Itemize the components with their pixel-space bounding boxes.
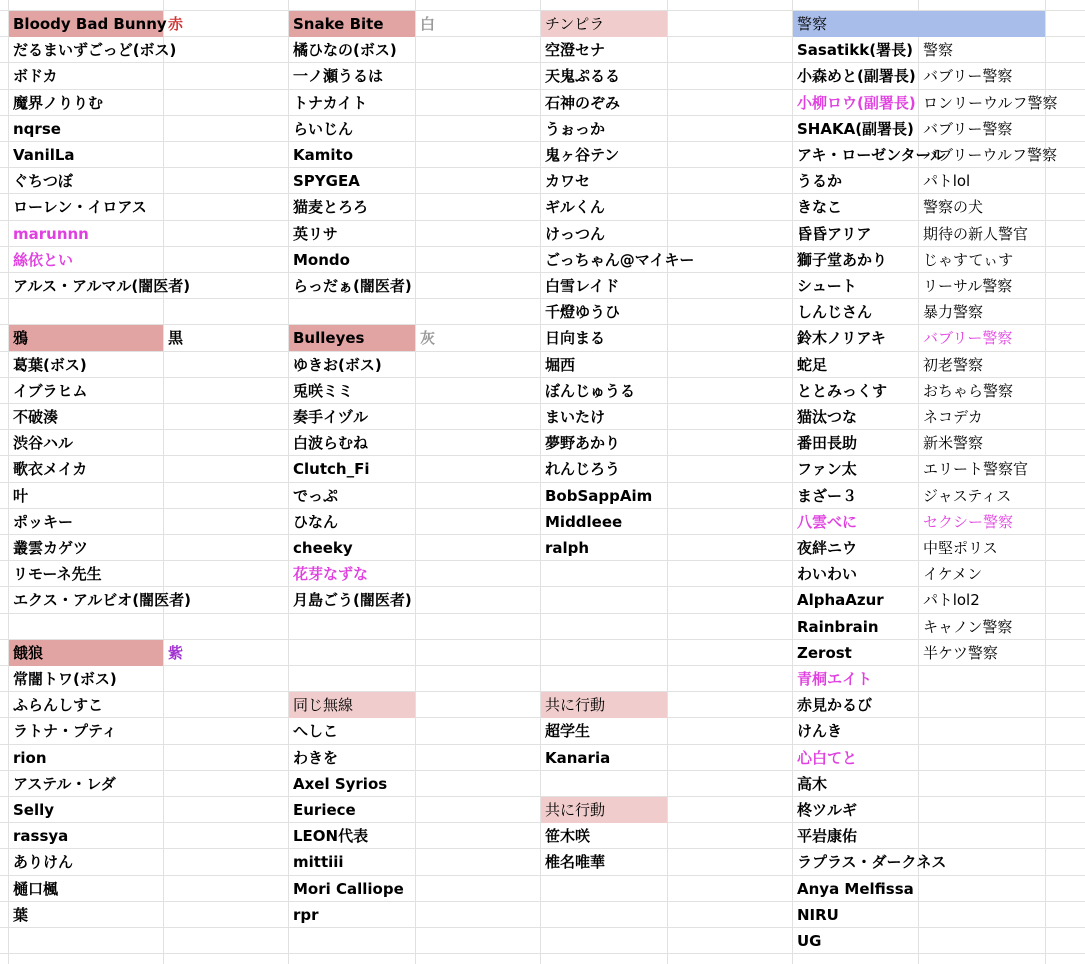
member-cell[interactable]: 花芽なずな bbox=[293, 565, 369, 583]
police-member-cell[interactable]: 小柳ロウ(副署長) bbox=[797, 94, 916, 112]
group-header[interactable]: 共に行動 bbox=[541, 797, 667, 823]
police-member-cell[interactable]: 夜絆ニウ bbox=[797, 539, 858, 557]
police-member-cell[interactable]: 柊ツルギ bbox=[797, 801, 858, 819]
member-cell[interactable]: うぉっか bbox=[545, 120, 606, 138]
gang-header[interactable]: 鴉 bbox=[9, 325, 163, 351]
member-cell[interactable]: Axel Syrios bbox=[293, 775, 388, 793]
member-cell[interactable]: 空澄セナ bbox=[545, 41, 606, 59]
police-member-cell[interactable]: 平岩康佑 bbox=[797, 827, 858, 845]
member-cell[interactable]: ポッキー bbox=[13, 513, 74, 531]
member-cell[interactable]: ぼんじゅうる bbox=[545, 382, 636, 400]
member-cell[interactable]: 椎名唯華 bbox=[545, 853, 606, 871]
member-cell[interactable]: 歌衣メイカ bbox=[13, 460, 88, 478]
member-cell[interactable]: へしこ bbox=[293, 722, 339, 740]
member-cell[interactable]: 白波らむね bbox=[293, 434, 369, 452]
gang-header[interactable]: 餓狼 bbox=[9, 640, 163, 666]
member-cell[interactable]: marunnn bbox=[13, 225, 89, 243]
member-cell[interactable]: LEON代表 bbox=[293, 827, 369, 845]
police-member-cell[interactable]: アキ・ローゼンタール bbox=[797, 146, 946, 164]
member-cell[interactable]: 日向まる bbox=[545, 329, 606, 347]
police-member-cell[interactable]: 獅子堂あかり bbox=[797, 251, 888, 269]
member-cell[interactable]: ふらんしすこ bbox=[13, 696, 104, 714]
member-cell[interactable]: 超学生 bbox=[545, 722, 591, 740]
member-cell[interactable]: VanilLa bbox=[13, 146, 75, 164]
police-role-cell[interactable]: 半ケツ警察 bbox=[923, 644, 998, 662]
police-member-cell[interactable]: NIRU bbox=[797, 906, 839, 924]
gang-header[interactable]: Bloody Bad Bunny bbox=[9, 11, 163, 37]
member-cell[interactable]: ラトナ・プティ bbox=[13, 722, 117, 740]
police-role-cell[interactable]: イケメン bbox=[923, 565, 983, 583]
police-member-cell[interactable]: けんき bbox=[797, 722, 843, 740]
member-cell[interactable]: Middleee bbox=[545, 513, 623, 531]
member-cell[interactable]: Mori Calliope bbox=[293, 880, 404, 898]
member-cell[interactable]: トナカイト bbox=[293, 94, 368, 112]
police-role-cell[interactable]: セクシー警察 bbox=[923, 513, 1014, 531]
police-role-cell[interactable]: 新米警察 bbox=[923, 434, 984, 452]
police-member-cell[interactable]: ファン太 bbox=[797, 460, 857, 478]
gang-color-label[interactable]: 赤 bbox=[168, 15, 184, 33]
police-member-cell[interactable]: ととみっくす bbox=[797, 382, 888, 400]
member-cell[interactable]: れんじろう bbox=[545, 460, 621, 478]
member-cell[interactable]: Clutch_Fi bbox=[293, 460, 370, 478]
member-cell[interactable]: ボドカ bbox=[13, 67, 58, 85]
police-member-cell[interactable]: AlphaAzur bbox=[797, 591, 884, 609]
gang-header[interactable]: Bulleyes bbox=[289, 325, 415, 351]
member-cell[interactable]: リモーネ先生 bbox=[13, 565, 102, 583]
police-role-cell[interactable]: パトlol2 bbox=[923, 591, 980, 609]
police-role-cell[interactable]: おちゃら警察 bbox=[923, 382, 1014, 400]
member-cell[interactable]: 奏手イヅル bbox=[293, 408, 369, 426]
member-cell[interactable]: エクス・アルビオ(闇医者) bbox=[13, 591, 191, 609]
police-role-cell[interactable]: ジャスティス bbox=[923, 487, 1012, 505]
police-role-cell[interactable]: バブリー警察 bbox=[923, 67, 1013, 85]
member-cell[interactable]: 橘ひなの(ボス) bbox=[293, 41, 397, 59]
police-member-cell[interactable]: まざー３ bbox=[797, 487, 858, 505]
member-cell[interactable]: 猫麦とろろ bbox=[293, 198, 369, 216]
police-role-cell[interactable]: 警察の犬 bbox=[923, 198, 984, 216]
member-cell[interactable]: Kamito bbox=[293, 146, 353, 164]
police-member-cell[interactable]: 心白てと bbox=[797, 749, 858, 767]
police-role-cell[interactable]: じゃすてぃす bbox=[923, 251, 1014, 269]
member-cell[interactable]: rpr bbox=[293, 906, 319, 924]
police-role-cell[interactable]: バブリーウルフ警察 bbox=[923, 146, 1057, 164]
police-member-cell[interactable]: 猫汰つな bbox=[797, 408, 858, 426]
member-cell[interactable]: 一ノ瀬うるは bbox=[293, 67, 384, 85]
member-cell[interactable]: rion bbox=[13, 749, 47, 767]
member-cell[interactable]: mittiii bbox=[293, 853, 344, 871]
member-cell[interactable]: 常闇トワ(ボス) bbox=[13, 670, 117, 688]
member-cell[interactable]: 葛葉(ボス) bbox=[13, 356, 87, 374]
member-cell[interactable]: だるまいずごっど(ボス) bbox=[13, 41, 177, 59]
member-cell[interactable]: 不破湊 bbox=[13, 408, 59, 426]
police-role-cell[interactable]: キャノン警察 bbox=[923, 618, 1013, 636]
police-member-cell[interactable]: Anya Melfissa bbox=[797, 880, 914, 898]
police-member-cell[interactable]: Zerost bbox=[797, 644, 852, 662]
member-cell[interactable]: 白雪レイド bbox=[545, 277, 620, 295]
member-cell[interactable]: SPYGEA bbox=[293, 172, 360, 190]
police-role-cell[interactable]: バブリー警察 bbox=[923, 329, 1013, 347]
gang-color-label[interactable]: 灰 bbox=[420, 329, 436, 347]
member-cell[interactable]: カワセ bbox=[545, 172, 591, 190]
police-role-cell[interactable]: 警察 bbox=[923, 41, 954, 59]
gang-color-label[interactable]: 白 bbox=[420, 15, 436, 33]
police-member-cell[interactable]: しんじさん bbox=[797, 303, 873, 321]
member-cell[interactable]: アルス・アルマル(闇医者) bbox=[13, 277, 191, 295]
member-cell[interactable]: 絲依とい bbox=[13, 251, 74, 269]
police-member-cell[interactable]: 高木 bbox=[797, 775, 828, 793]
police-role-cell[interactable]: エリート警察官 bbox=[923, 460, 1029, 478]
member-cell[interactable]: ぐちつぼ bbox=[13, 172, 73, 190]
police-role-cell[interactable]: ネコデカ bbox=[923, 408, 983, 426]
member-cell[interactable]: まいたけ bbox=[545, 408, 606, 426]
police-member-cell[interactable]: SHAKA(副署長) bbox=[797, 120, 914, 138]
member-cell[interactable]: 樋口楓 bbox=[13, 880, 59, 898]
police-role-cell[interactable]: 期待の新人警官 bbox=[923, 225, 1029, 243]
police-role-cell[interactable]: パトlol bbox=[923, 172, 971, 190]
member-cell[interactable]: 魔界ノりりむ bbox=[13, 94, 104, 112]
member-cell[interactable]: ゆきお(ボス) bbox=[293, 356, 382, 374]
member-cell[interactable]: nqrse bbox=[13, 120, 61, 138]
member-cell[interactable]: BobSappAim bbox=[545, 487, 653, 505]
police-member-cell[interactable]: 番田長助 bbox=[797, 434, 858, 452]
member-cell[interactable]: アステル・レダ bbox=[13, 775, 116, 793]
police-role-cell[interactable]: リーサル警察 bbox=[923, 277, 1013, 295]
police-member-cell[interactable]: 蛇足 bbox=[797, 356, 828, 374]
member-cell[interactable]: らっだぁ(闇医者) bbox=[293, 277, 412, 295]
member-cell[interactable]: けっつん bbox=[545, 225, 606, 243]
member-cell[interactable]: Euriece bbox=[293, 801, 356, 819]
member-cell[interactable]: 月島ごう(闇医者) bbox=[293, 591, 412, 609]
police-member-cell[interactable]: Rainbrain bbox=[797, 618, 879, 636]
member-cell[interactable]: ralph bbox=[545, 539, 590, 557]
member-cell[interactable]: Selly bbox=[13, 801, 55, 819]
member-cell[interactable]: 鬼ヶ谷テン bbox=[545, 146, 620, 164]
member-cell[interactable]: 兎咲ミミ bbox=[293, 382, 354, 400]
member-cell[interactable]: 叶 bbox=[13, 487, 29, 505]
member-cell[interactable]: 千燈ゆうひ bbox=[545, 303, 621, 321]
member-cell[interactable]: ひなん bbox=[293, 513, 339, 531]
member-cell[interactable]: らいじん bbox=[293, 120, 354, 138]
member-cell[interactable]: 天鬼ぷるる bbox=[545, 67, 621, 85]
member-cell[interactable]: 夢野あかり bbox=[545, 434, 621, 452]
police-role-cell[interactable]: 初老警察 bbox=[923, 356, 984, 374]
member-cell[interactable]: ローレン・イロアス bbox=[13, 198, 147, 216]
police-member-cell[interactable]: 青桐エイト bbox=[797, 670, 873, 688]
group-header[interactable]: 同じ無線 bbox=[289, 692, 415, 718]
member-cell[interactable]: わきを bbox=[293, 749, 339, 767]
member-cell[interactable]: 叢雲カゲツ bbox=[13, 539, 88, 557]
police-role-cell[interactable]: バブリー警察 bbox=[923, 120, 1013, 138]
police-member-cell[interactable]: わいわい bbox=[797, 565, 858, 583]
member-cell[interactable]: ごっちゃん@マイキー bbox=[545, 251, 695, 269]
member-cell[interactable]: ギルくん bbox=[545, 198, 605, 216]
police-member-cell[interactable]: 小森めと(副署長) bbox=[797, 67, 916, 85]
gang-color-label[interactable]: 紫 bbox=[168, 644, 184, 662]
member-cell[interactable]: ありけん bbox=[13, 853, 74, 871]
police-member-cell[interactable]: うるか bbox=[797, 172, 843, 190]
police-role-cell[interactable]: 中堅ポリス bbox=[923, 539, 998, 557]
member-cell[interactable]: 笹木咲 bbox=[545, 827, 591, 845]
police-member-cell[interactable]: ラプラス・ダークネス bbox=[797, 853, 947, 871]
member-cell[interactable]: Kanaria bbox=[545, 749, 611, 767]
member-cell[interactable]: でっぷ bbox=[293, 487, 339, 505]
police-member-cell[interactable]: 鈴木ノリアキ bbox=[797, 329, 886, 347]
member-cell[interactable]: 渋谷ハル bbox=[13, 434, 74, 452]
member-cell[interactable]: Mondo bbox=[293, 251, 350, 269]
police-header[interactable]: 警察 bbox=[793, 11, 1045, 37]
police-member-cell[interactable]: 昏昏アリア bbox=[797, 225, 872, 243]
police-role-cell[interactable]: 暴力警察 bbox=[923, 303, 984, 321]
member-cell[interactable]: 英リサ bbox=[293, 225, 338, 243]
police-member-cell[interactable]: シュート bbox=[797, 277, 857, 295]
police-member-cell[interactable]: きなこ bbox=[797, 198, 843, 216]
member-cell[interactable]: 葉 bbox=[13, 906, 29, 924]
police-member-cell[interactable]: 赤見かるび bbox=[797, 696, 873, 714]
group-header[interactable]: チンピラ bbox=[541, 11, 667, 37]
gang-header[interactable]: Snake Bite bbox=[289, 11, 415, 37]
police-member-cell[interactable]: UG bbox=[797, 932, 822, 950]
police-role-cell[interactable]: ロンリーウルフ警察 bbox=[923, 94, 1058, 112]
member-cell[interactable]: 石神のぞみ bbox=[545, 94, 621, 112]
member-cell[interactable]: 堀西 bbox=[545, 356, 576, 374]
gang-color-label[interactable]: 黒 bbox=[168, 329, 184, 347]
member-cell[interactable]: rassya bbox=[13, 827, 69, 845]
police-member-cell[interactable]: Sasatikk(署長) bbox=[797, 41, 913, 59]
member-cell[interactable]: cheeky bbox=[293, 539, 353, 557]
member-cell[interactable]: イブラヒム bbox=[13, 382, 88, 400]
group-header[interactable]: 共に行動 bbox=[541, 692, 667, 718]
police-member-cell[interactable]: 八雲べに bbox=[797, 513, 858, 531]
